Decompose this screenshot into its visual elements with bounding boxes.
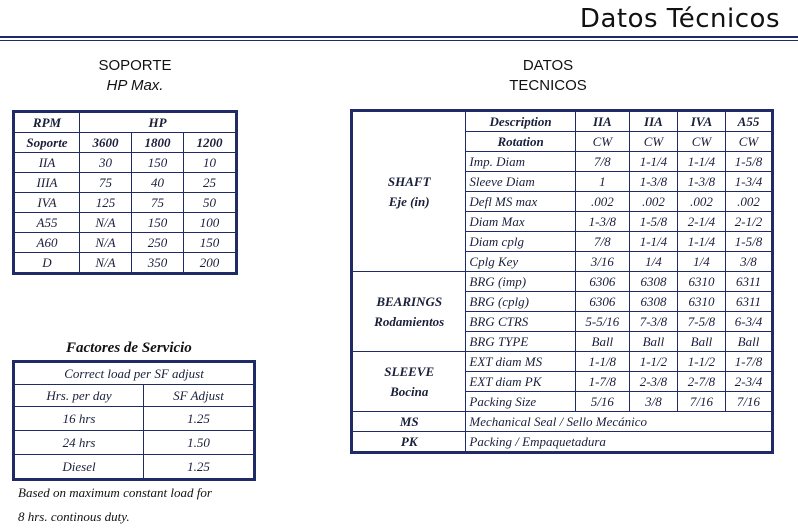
hp-header: HP xyxy=(80,113,236,133)
rpm-col-1200: 1200 xyxy=(184,133,236,153)
row-label: Diam cplg xyxy=(466,232,575,252)
value-cell: Ball xyxy=(725,332,771,352)
row-label: Defl MS max xyxy=(466,192,575,212)
row-label: EXT diam MS xyxy=(466,352,575,372)
rpm-header: RPM xyxy=(15,113,80,133)
row-label: EXT diam PK xyxy=(466,372,575,392)
model-cell: IIIA xyxy=(15,173,80,193)
value-cell: 25 xyxy=(184,173,236,193)
page-title: Datos Técnicos xyxy=(579,4,780,34)
value-cell: N/A xyxy=(80,233,132,253)
value-cell: 1-3/8 xyxy=(677,172,725,192)
value-cell: 1-5/8 xyxy=(725,232,771,252)
pk-text: Packing / Empaquetadura xyxy=(466,432,772,452)
value-cell: 5/16 xyxy=(575,392,629,412)
value-cell: Ball xyxy=(575,332,629,352)
value-cell: 7/16 xyxy=(725,392,771,412)
value-cell: 7-3/8 xyxy=(629,312,677,332)
table-row xyxy=(15,153,236,173)
row-label: Sleeve Diam xyxy=(466,172,575,192)
hrs-cell: 24 hrs xyxy=(15,431,144,455)
value-cell: 7/16 xyxy=(677,392,725,412)
value-cell: 150 xyxy=(184,233,236,253)
factores-note xyxy=(18,481,212,529)
value-cell: 6308 xyxy=(629,272,677,292)
value-cell: N/A xyxy=(80,213,132,233)
model-cell: D xyxy=(15,253,80,273)
table-row xyxy=(15,407,254,431)
value-cell: 40 xyxy=(132,173,184,193)
row-label: Cplg Key xyxy=(466,252,575,272)
shaft-label: SHAFT xyxy=(387,173,431,189)
value-cell: 6306 xyxy=(575,272,629,292)
sf-cell: 1.25 xyxy=(144,407,254,431)
table-row xyxy=(15,233,236,253)
value-cell: 1-3/8 xyxy=(629,172,677,192)
value-cell: 1-5/8 xyxy=(629,212,677,232)
hrs-cell: 16 hrs xyxy=(15,407,144,431)
value-cell: 6310 xyxy=(677,292,725,312)
value-cell: 150 xyxy=(132,213,184,233)
note-line-2: 8 hrs. continous duty. xyxy=(18,509,130,524)
soporte-title-line2: HP Max. xyxy=(106,77,164,94)
value-cell: 200 xyxy=(184,253,236,273)
header-rule-thin xyxy=(0,40,798,41)
row-label: Imp. Diam xyxy=(466,152,575,172)
value-cell: 7-5/8 xyxy=(677,312,725,332)
value-cell: 2-7/8 xyxy=(677,372,725,392)
factores-col-sf: SF Adjust xyxy=(144,385,254,407)
value-cell: 6-3/4 xyxy=(725,312,771,332)
value-cell: 1-1/4 xyxy=(629,152,677,172)
row-label: BRG CTRS xyxy=(466,312,575,332)
value-cell: 5-5/16 xyxy=(575,312,629,332)
value-cell: 1 xyxy=(575,172,629,192)
table-row xyxy=(15,431,254,455)
value-cell: 6311 xyxy=(725,292,771,312)
soporte-title-line1: SOPORTE xyxy=(98,57,172,74)
model-col-4: A55 xyxy=(725,112,771,132)
value-cell: 1-1/4 xyxy=(629,232,677,252)
model-cell: IVA xyxy=(15,193,80,213)
value-cell: Ball xyxy=(629,332,677,352)
model-col-2: IIA xyxy=(629,112,677,132)
sleeve-group xyxy=(353,352,466,412)
value-cell: 150 xyxy=(132,153,184,173)
value-cell: 250 xyxy=(132,233,184,253)
rpm-col-3600: 3600 xyxy=(80,133,132,153)
value-cell: 1-3/8 xyxy=(575,212,629,232)
rotation-label: Rotation xyxy=(466,132,575,152)
value-cell: N/A xyxy=(80,253,132,273)
value-cell: 350 xyxy=(132,253,184,273)
value-cell: 1-7/8 xyxy=(575,372,629,392)
value-cell: .002 xyxy=(725,192,771,212)
model-col-3: IVA xyxy=(677,112,725,132)
factores-subtitle: Correct load per SF adjust xyxy=(15,363,254,385)
value-cell: 6311 xyxy=(725,272,771,292)
factores-col-hrs: Hrs. per day xyxy=(15,385,144,407)
value-cell: CW xyxy=(677,132,725,152)
value-cell: 6306 xyxy=(575,292,629,312)
model-cell: IIA xyxy=(15,153,80,173)
value-cell: 7/8 xyxy=(575,152,629,172)
value-cell: 100 xyxy=(184,213,236,233)
datos-title xyxy=(478,56,618,96)
value-cell: .002 xyxy=(677,192,725,212)
value-cell: 3/8 xyxy=(629,392,677,412)
value-cell: 3/16 xyxy=(575,252,629,272)
value-cell: 6310 xyxy=(677,272,725,292)
table-row xyxy=(353,352,772,372)
value-cell: 30 xyxy=(80,153,132,173)
value-cell: CW xyxy=(725,132,771,152)
value-cell: 1-1/4 xyxy=(677,232,725,252)
factores-table xyxy=(14,362,254,479)
value-cell: 1-1/8 xyxy=(575,352,629,372)
value-cell: 1-3/4 xyxy=(725,172,771,192)
row-label: BRG (cplg) xyxy=(466,292,575,312)
value-cell: 75 xyxy=(132,193,184,213)
value-cell: 1-1/2 xyxy=(629,352,677,372)
value-cell: 2-1/2 xyxy=(725,212,771,232)
value-cell: 7/8 xyxy=(575,232,629,252)
value-cell: 1/4 xyxy=(629,252,677,272)
bearings-group xyxy=(353,272,466,352)
value-cell: 6308 xyxy=(629,292,677,312)
datos-table xyxy=(352,111,772,452)
value-cell: 10 xyxy=(184,153,236,173)
table-row xyxy=(15,193,236,213)
header-rule-thick xyxy=(0,36,798,38)
eje-label: Eje (in) xyxy=(388,193,430,209)
ms-text: Mechanical Seal / Sello Mecánico xyxy=(466,412,772,432)
row-label: Packing Size xyxy=(466,392,575,412)
shaft-group xyxy=(353,112,466,272)
row-label: BRG (imp) xyxy=(466,272,575,292)
bocina-label: Bocina xyxy=(390,383,429,399)
sf-cell: 1.50 xyxy=(144,431,254,455)
value-cell: 3/8 xyxy=(725,252,771,272)
note-line-1: Based on maximum constant load for xyxy=(18,485,212,500)
table-row xyxy=(353,412,772,432)
sleeve-label: SLEEVE xyxy=(384,363,435,379)
table-row xyxy=(15,455,254,479)
soporte-title xyxy=(60,56,210,96)
soporte-header: Soporte xyxy=(15,133,80,153)
value-cell: .002 xyxy=(629,192,677,212)
datos-title-line1: DATOS xyxy=(522,57,574,74)
value-cell: 2-3/8 xyxy=(629,372,677,392)
value-cell: 50 xyxy=(184,193,236,213)
model-col-1: IIA xyxy=(575,112,629,132)
bearings-label: BEARINGS xyxy=(376,293,443,309)
value-cell: 2-1/4 xyxy=(677,212,725,232)
value-cell: CW xyxy=(629,132,677,152)
ms-label: MS xyxy=(353,412,466,432)
value-cell: 125 xyxy=(80,193,132,213)
row-label: Diam Max xyxy=(466,212,575,232)
table-row xyxy=(353,272,772,292)
value-cell: .002 xyxy=(575,192,629,212)
value-cell: 1-1/2 xyxy=(677,352,725,372)
datos-title-line2: TECNICOS xyxy=(509,77,587,94)
table-row xyxy=(15,173,236,193)
value-cell: 1-7/8 xyxy=(725,352,771,372)
value-cell: Ball xyxy=(677,332,725,352)
rodamientos-label: Rodamientos xyxy=(374,313,445,329)
soporte-table xyxy=(14,112,236,273)
description-header: Description xyxy=(466,112,575,132)
factores-title: Factores de Servicio xyxy=(66,340,192,356)
pk-label: PK xyxy=(353,432,466,452)
table-row xyxy=(353,432,772,452)
value-cell: 2-3/4 xyxy=(725,372,771,392)
hrs-cell: Diesel xyxy=(15,455,144,479)
value-cell: CW xyxy=(575,132,629,152)
value-cell: 1-1/4 xyxy=(677,152,725,172)
table-row xyxy=(15,253,236,273)
value-cell: 1-5/8 xyxy=(725,152,771,172)
row-label: BRG TYPE xyxy=(466,332,575,352)
value-cell: 75 xyxy=(80,173,132,193)
sf-cell: 1.25 xyxy=(144,455,254,479)
value-cell: 1/4 xyxy=(677,252,725,272)
model-cell: A60 xyxy=(15,233,80,253)
model-cell: A55 xyxy=(15,213,80,233)
rpm-col-1800: 1800 xyxy=(132,133,184,153)
table-row xyxy=(15,213,236,233)
